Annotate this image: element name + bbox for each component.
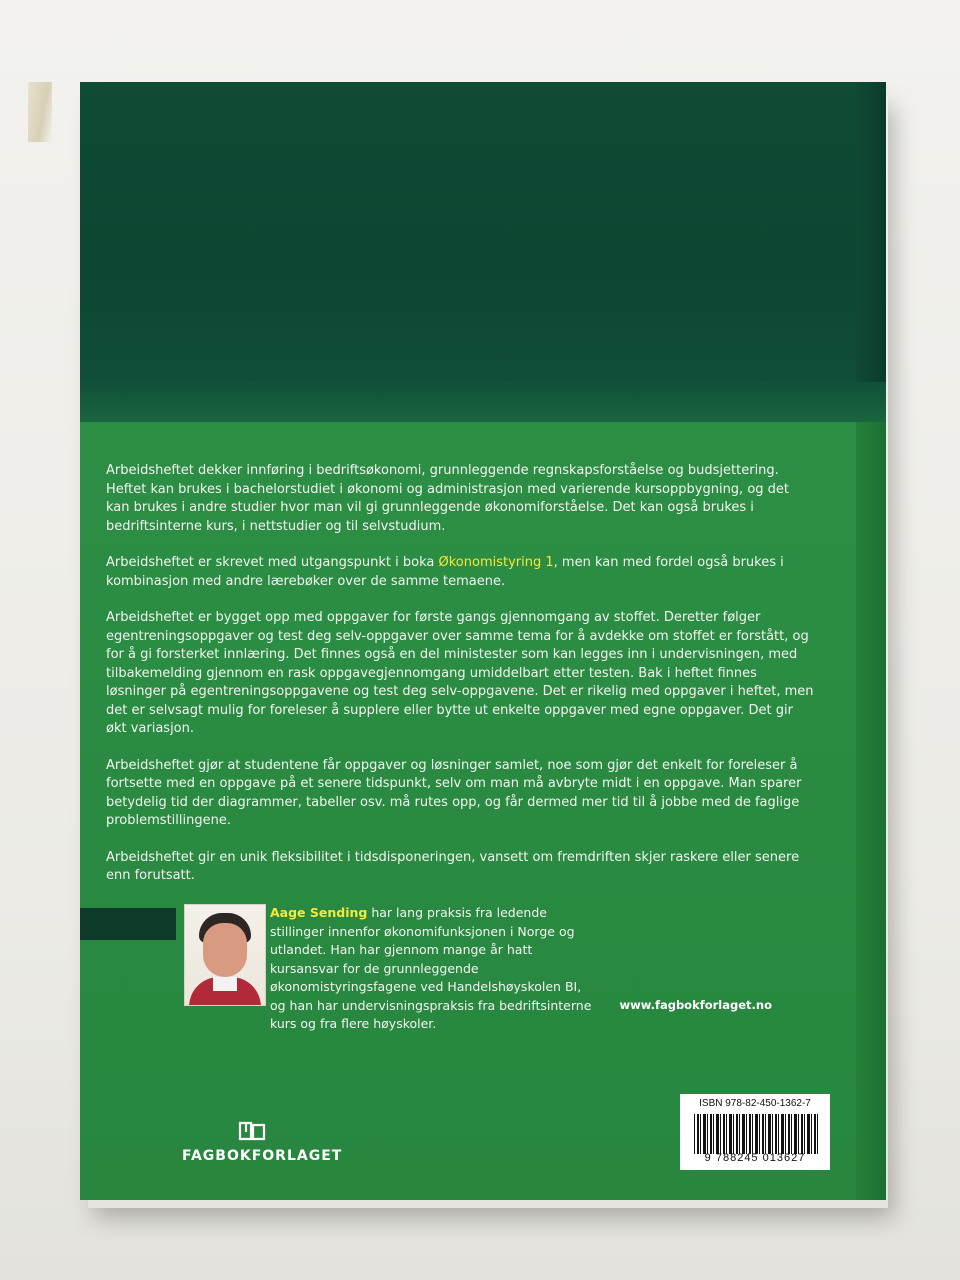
author-name: Aage Sending bbox=[270, 905, 368, 920]
author-bio-text: har lang praksis fra ledende stillinger innenfor økonomifunksjonen i Norge og utlandet. Han har gjennom mange år hatt kursansvar for de grunnleggende økonomistyringsfagene ved Handelshøyskolen BI, og han har undervisningspraksis fra bedriftsinterne kurs og fra flere høyskoler. bbox=[270, 905, 592, 1031]
author-bio bbox=[270, 904, 600, 1034]
blurb-p2-start: Arbeidsheftet er skrevet med utgangspunkt i boka bbox=[106, 555, 439, 570]
author-accent-strip bbox=[80, 908, 176, 940]
book-title-highlight: Økonomistyring 1 bbox=[438, 555, 554, 570]
publisher-website: www.fagbokforlaget.no bbox=[619, 998, 772, 1012]
blurb-paragraph-5: Arbeidsheftet gir en unik fleksibilitet i tidsdisponeringen, vansett om fremdriften skjer raskere eller senere enn forutsatt. bbox=[106, 849, 800, 883]
isbn-barcode bbox=[680, 1094, 830, 1170]
author-photo bbox=[184, 904, 266, 1006]
blurb-paragraph-1: Arbeidsheftet dekker innføring i bedriftsøkonomi, grunnleggende regnskapsforståelse og budsjettering. Heftet kan brukes i bachelorstudiet i økonomi og administrasjon med varierende kursoppbygning, og det kan brukes i andre studier hvor man vil gi grunnleggende økonomiforståelse. Det kan også brukes i bedriftsinterne kurs, i nettstudier og til selvstudium. bbox=[106, 463, 790, 534]
author-collar bbox=[213, 977, 237, 991]
publisher-name: FAGBOKFORLAGET bbox=[182, 1148, 343, 1164]
book-logo-icon bbox=[237, 1120, 267, 1142]
blurb-paragraph-3: Arbeidsheftet er bygget opp med oppgaver for første gangs gjennomgang av stoffet. Deretter følger egentreningsoppgaver og test deg selv-oppgaver over samme tema for å avdekke om stoffet er forstått, og for å gi forsterket innlæring. Det finnes også en del ministester som kan legges inn i undervisningen, med tilbakemelding gjennom en rask oppgavegjennomgang umiddelbart etter testen. Bak i heftet finnes løsninger på egentreningsoppgavene og test deg selv-oppgavene. Det er rikelig med oppgaver i heftet, men det er selvsagt mulig for foreleser å supplere eller bytte ut enkelte oppgaver med egne oppgaver. Det gir økt variasjon. bbox=[106, 610, 814, 736]
barcode-bars bbox=[694, 1114, 818, 1154]
barcode-digits: 9 788245 013627 bbox=[704, 1152, 806, 1164]
author-face bbox=[203, 923, 247, 977]
blurb-text bbox=[106, 462, 814, 904]
blurb-paragraph-2 bbox=[106, 554, 814, 591]
dark-green-band bbox=[80, 82, 886, 414]
publisher-logo bbox=[182, 1120, 343, 1164]
worn-corner bbox=[28, 82, 52, 142]
isbn-text: ISBN 978-82-450-1362-7 bbox=[699, 1098, 811, 1109]
cover-edge-green bbox=[856, 422, 886, 1200]
blurb-p2-end: , men kan med fordel også brukes i kombinasjon med andre lærebøker over de samme temaene. bbox=[106, 555, 784, 589]
cover-edge-dark bbox=[856, 82, 886, 414]
author-section bbox=[80, 904, 886, 1034]
blurb-paragraph-4: Arbeidsheftet gjør at studentene får oppgaver og løsninger samlet, noe som gjør det enkelt for foreleser å fortsette med en oppgave på et senere tidspunkt, selv om man må avbryte midt i en oppgave. Man sparer betydelig tid der diagrammer, tabeller osv. må rutes opp, og får dermed mer tid til å jobbe med de faglige problemstillingene. bbox=[106, 757, 802, 828]
